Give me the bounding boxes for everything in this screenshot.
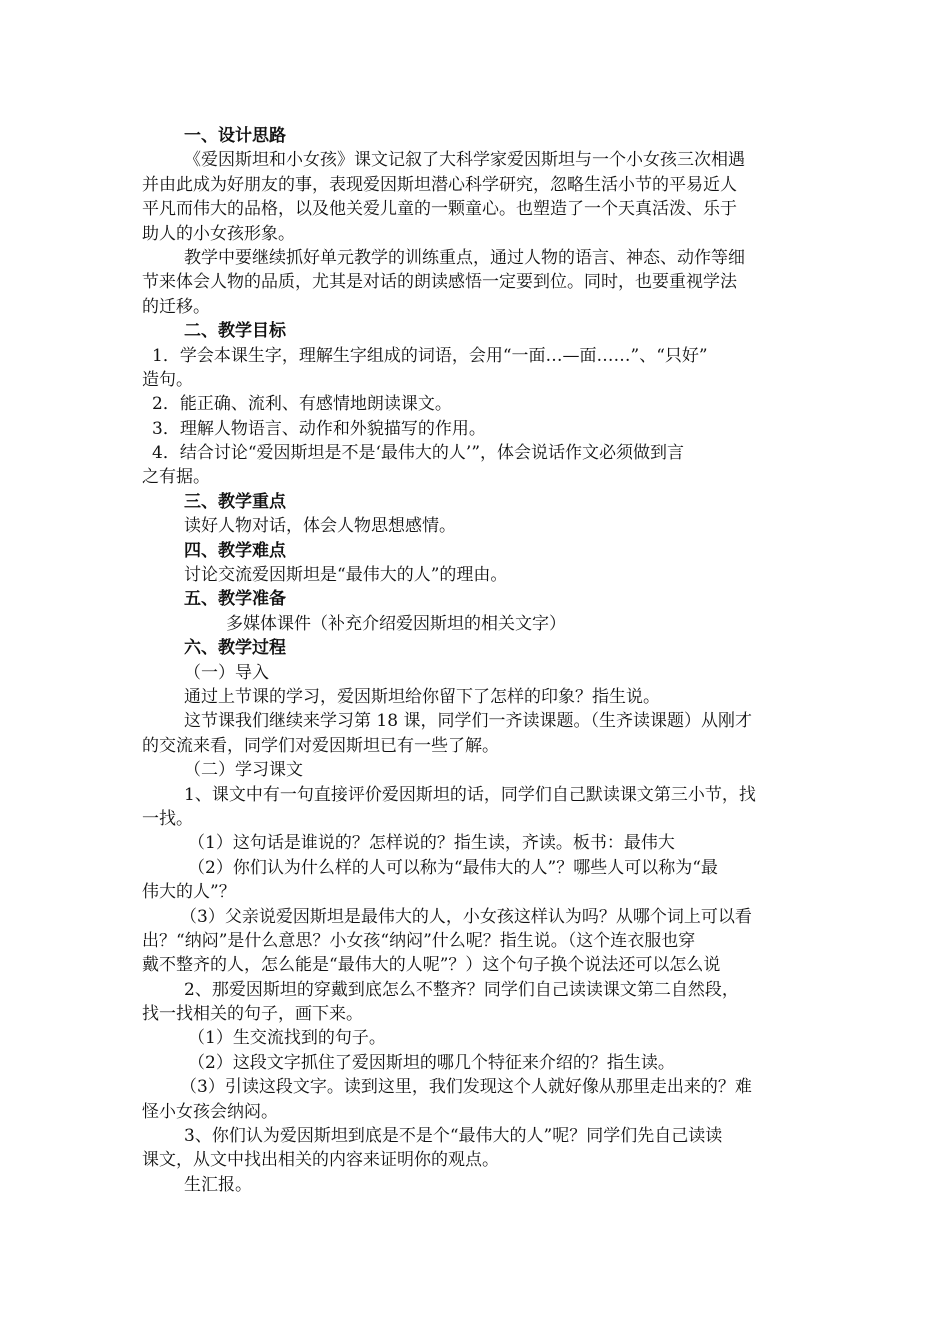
text-line: （2）你们认为什么样的人可以称为“最伟大的人”？哪些人可以称为“最 (188, 857, 718, 878)
text-line: 《爱因斯坦和小女孩》课文记叙了大科学家爱因斯坦与一个小女孩三次相遇 (184, 150, 745, 171)
text-line: 4．结合讨论“爱因斯坦是不是‘最伟大的人’”，体会说话作文必须做到言 (152, 443, 685, 464)
text-line: 出？“纳闷”是什么意思？小女孩“纳闷”什么呢？指生说。（这个连衣服也穿 (142, 930, 696, 951)
text-line: （1）生交流找到的句子。 (188, 1028, 386, 1049)
section-heading: 三、教学重点 (184, 491, 286, 512)
section-heading: 五、教学准备 (184, 589, 286, 610)
text-line: 这节课我们继续来学习第 18 课，同学们一齐读课题。（生齐读课题）从刚才 (184, 711, 752, 732)
text-line: 戴不整齐的人，怎么能是“最伟大的人呢”？）这个句子换个说法还可以怎么说 (142, 955, 721, 976)
text-line: 2．能正确、流利、有感情地朗读课文。 (152, 394, 452, 415)
text-line: （1）这句话是谁说的？怎样说的？指生读，齐读。板书：最伟大 (188, 833, 675, 854)
section-heading: 四、教学难点 (184, 540, 286, 561)
text-line: （二）学习课文 (184, 760, 303, 781)
text-line: 多媒体课件（补充介绍爱因斯坦的相关文字） (226, 613, 566, 634)
section-heading: 六、教学过程 (184, 638, 286, 659)
text-line: （3）引读这段文字。读到这里，我们发现这个人就好像从那里走出来的？难 (180, 1077, 752, 1098)
text-line: 怪小女孩会纳闷。 (142, 1101, 278, 1122)
text-line: 节来体会人物的品质，尤其是对话的朗读感悟一定要到位。同时，也要重视学法 (142, 272, 737, 293)
text-line: 教学中要继续抓好单元教学的训练重点，通过人物的语言、神态、动作等细 (184, 247, 745, 268)
text-line: 读好人物对话，体会人物思想感情。 (184, 516, 456, 537)
text-line: （3）父亲说爱因斯坦是最伟大的人，小女孩这样认为吗？从哪个词上可以看 (180, 906, 752, 927)
text-line: 的交流来看，同学们对爱因斯坦已有一些了解。 (142, 735, 499, 756)
section-heading: 二、教学目标 (184, 321, 286, 342)
text-line: 伟大的人”？ (142, 882, 236, 903)
text-line: 之有据。 (142, 467, 210, 488)
document-body (142, 124, 810, 1197)
text-line: 的迁移。 (142, 296, 210, 317)
text-line: 造句。 (142, 369, 193, 390)
text-line: 3．理解人物语言、动作和外貌描写的作用。 (152, 418, 486, 439)
text-line: 通过上节课的学习，爱因斯坦给你留下了怎样的印象？指生说。 (184, 686, 660, 707)
text-line: 一找。 (142, 808, 193, 829)
section-heading: 一、设计思路 (184, 126, 286, 146)
text-line: 助人的小女孩形象。 (142, 223, 295, 244)
text-line: 1．学会本课生字，理解生字组成的词语，会用“一面…—面……”、“只好” (152, 345, 708, 366)
text-line: 并由此成为好朋友的事，表现爱因斯坦潜心科学研究，忽略生活小节的平易近人 (142, 174, 737, 195)
text-line: （2）这段文字抓住了爱因斯坦的哪几个特征来介绍的？指生读。 (188, 1052, 675, 1073)
text-line: 找一找相关的句子，画下来。 (142, 1004, 363, 1025)
text-line: 1、课文中有一句直接评价爱因斯坦的话，同学们自己默读课文第三小节，找 (184, 784, 756, 805)
text-line: （一）导入 (184, 662, 269, 683)
text-line: 课文，从文中找出相关的内容来证明你的观点。 (142, 1150, 499, 1171)
text-line: 平凡而伟大的品格，以及他关爱儿童的一颗童心。也塑造了一个天真活泼、乐于 (142, 199, 737, 220)
text-line: 3、你们认为爱因斯坦到底是不是个“最伟大的人”呢？同学们先自己读读 (184, 1126, 723, 1147)
text-line: 讨论交流爱因斯坦是“最伟大的人”的理由。 (184, 565, 508, 586)
text-line: 2、那爱因斯坦的穿戴到底怎么不整齐？同学们自己读读课文第二自然段， (184, 979, 739, 1000)
text-line: 生汇报。 (184, 1174, 252, 1195)
